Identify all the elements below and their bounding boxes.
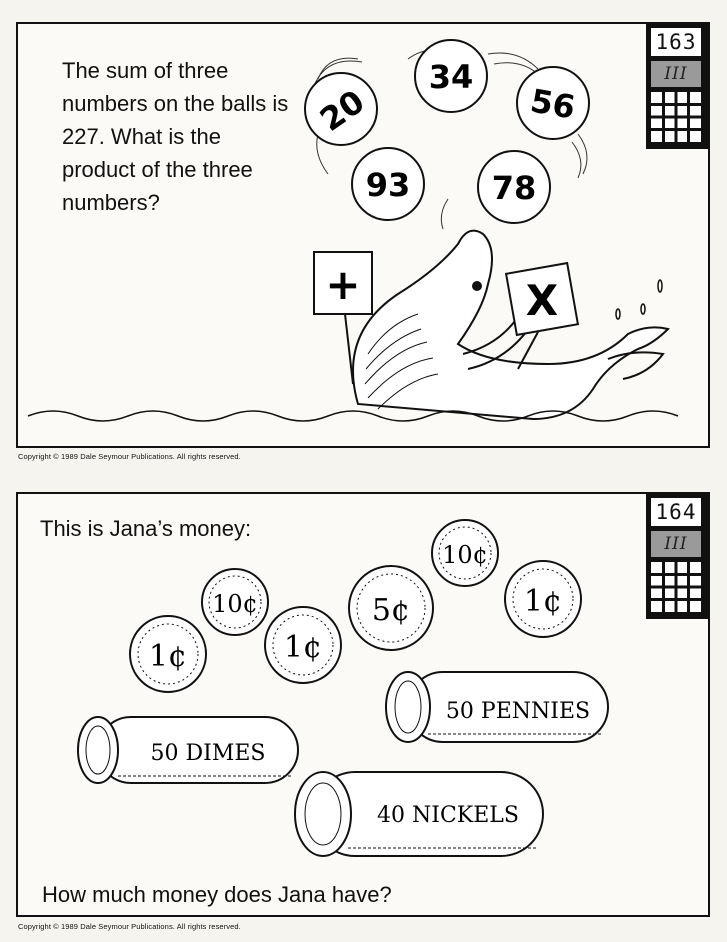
difficulty-level: III [651,61,701,87]
coin-1-cent [505,561,581,637]
problem-card-164 [16,492,710,917]
svg-text:1¢: 1¢ [523,584,563,619]
ball-56 [517,67,589,139]
question-text: How much money does Jana have? [42,882,392,907]
problem-card-163 [16,22,710,448]
svg-text:+: + [325,260,361,309]
coin-10-cents [202,569,268,635]
svg-text:20: 20 [313,82,372,139]
svg-text:34: 34 [428,58,474,96]
svg-text:5¢: 5¢ [371,593,411,628]
times-sign-card [506,263,578,369]
copyright-notice: Copyright © 1989 Dale Seymour Publications. All rights reserved. [18,922,241,931]
svg-text:40 NICKELS: 40 NICKELS [377,803,519,828]
seal-illustration [353,231,668,419]
intro-text: This is Jana’s money: [40,516,252,541]
coin-1-cent [130,616,206,692]
ball-93 [352,148,424,220]
svg-text:10¢: 10¢ [212,590,258,618]
coin-10-cents [432,520,498,586]
svg-text:50 PENNIES: 50 PENNIES [445,699,591,724]
water-waves [28,411,678,421]
problem-number: 164 [651,498,701,526]
roll-40-nickels [295,772,543,856]
svg-text:56: 56 [527,81,579,127]
svg-text:93: 93 [365,166,411,204]
svg-text:X: X [525,276,559,325]
svg-text:10¢: 10¢ [442,541,488,569]
splash-drops [616,280,662,319]
roll-50-dimes [78,717,298,783]
ball-78 [478,151,550,223]
coin-1-cent [265,607,341,683]
money-illustration [18,494,708,914]
question-text: The sum of three numbers on the balls is 227. What is the product of the three numbers? [62,58,289,215]
svg-text:50 DIMES: 50 DIMES [150,741,266,766]
svg-text:1¢: 1¢ [283,630,323,665]
copyright-notice: Copyright © 1989 Dale Seymour Publications. All rights reserved. [18,452,241,461]
juggling-balls-illustration [18,24,708,444]
ball-34 [415,40,487,112]
roll-50-pennies [386,672,608,742]
problem-number: 163 [651,28,701,56]
difficulty-level: III [651,531,701,557]
coin-5-cents [349,566,433,650]
ball-20 [305,73,377,145]
svg-text:1¢: 1¢ [148,639,188,674]
svg-text:78: 78 [491,169,537,207]
